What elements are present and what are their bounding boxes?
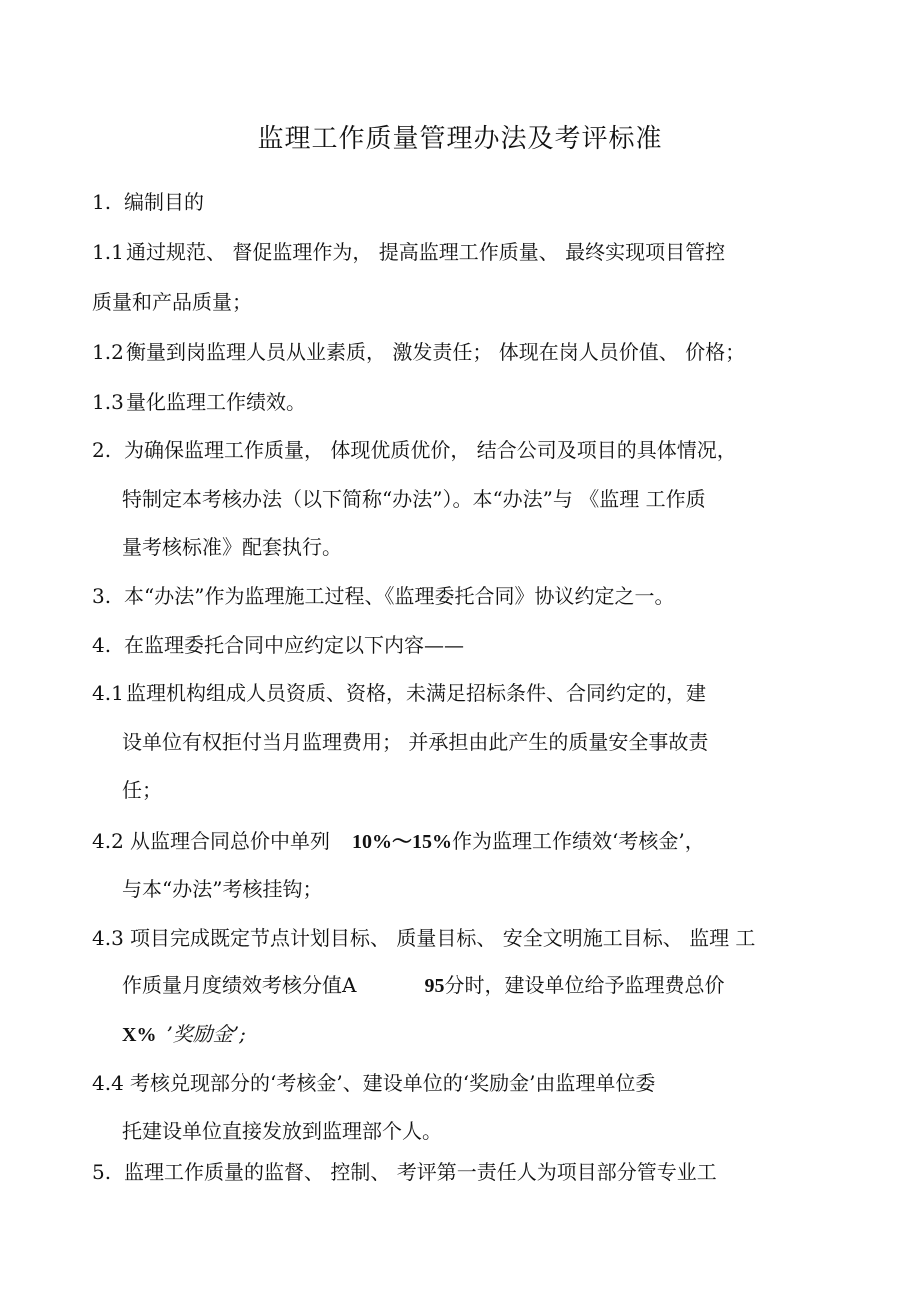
section-number: 4.3: [92, 926, 124, 950]
section-number: 1.1: [92, 240, 124, 264]
section-number: 1.3: [92, 390, 124, 414]
section-text: 监理机构组成人员资质、资格，未满足招标条件、合同约定的，建: [126, 681, 706, 705]
section-4-4-line-1: [92, 1069, 655, 1097]
section-4-1-line-2: 设单位有权拒付当月监理费用； 并承担由此产生的质量安全事故责: [122, 730, 709, 754]
percentage-value: 10%～15%: [352, 831, 452, 853]
section-text: 作质量月度绩效考核分值A: [122, 973, 357, 997]
section-1-3: [92, 388, 306, 416]
section-text: 分时，建设单位给予监理费总价: [444, 973, 725, 997]
section-number: 4.: [92, 633, 112, 657]
section-2-line-3: 量考核标准》配套执行。: [122, 535, 342, 559]
section-2-line-2: 特制定本考核办法（以下简称“办法”）。本“办法”与 《监理 工作质: [122, 487, 706, 511]
section-4-3-line-2: [122, 971, 724, 1000]
section-text: 通过规范、 督促监理作为， 提高监理工作质量、 最终实现项目管控: [126, 240, 726, 264]
section-4: [92, 631, 464, 659]
section-text: 本“办法”作为监理施工过程、《监理委托合同》协议约定之一。: [124, 584, 675, 608]
section-4-2-line-1: [92, 827, 705, 856]
section-text: 项目完成既定节点计划目标、 质量目标、 安全文明施工目标、 监理 工: [130, 926, 756, 950]
section-number: 3.: [92, 584, 112, 608]
section-text: 监理工作质量的监督、 控制、 考评第一责任人为项目部分管专业工: [124, 1160, 717, 1184]
reward-text: ’奖励金’;: [166, 1022, 246, 1046]
section-text: 从监理合同总价中单列: [130, 829, 330, 853]
section-1-2: [92, 338, 745, 366]
section-number: 4.1: [92, 681, 124, 705]
section-number: 2.: [92, 438, 112, 462]
section-3: [92, 582, 674, 610]
section-1-1-line-2: 质量和产品质量；: [92, 290, 252, 314]
section-number: 1.2: [92, 340, 124, 364]
section-number: 1.: [92, 190, 112, 214]
percentage-value: X%: [122, 1024, 157, 1046]
section-text: 衡量到岗监理人员从业素质， 激发责任； 体现在岗人员价值、 价格；: [126, 340, 746, 364]
section-4-3-line-3: [122, 1020, 246, 1049]
section-number: 5.: [92, 1160, 112, 1184]
section-text: 为确保监理工作质量， 体现优质优价， 结合公司及项目的具体情况，: [124, 438, 737, 462]
section-4-1-line-3: 任；: [122, 778, 162, 802]
section-1-1-line-1: [92, 238, 725, 266]
section-5: [92, 1158, 717, 1186]
document-title: 监理工作质量管理办法及考评标准: [257, 124, 663, 154]
section-4-4-line-2: 托建设单位直接发放到监理部个人。: [122, 1119, 442, 1143]
section-1-heading: [92, 188, 204, 216]
section-text: 量化监理工作绩效。: [126, 390, 306, 414]
section-text: 在监理委托合同中应约定以下内容——: [124, 633, 464, 657]
section-number: 4.2: [92, 829, 124, 853]
section-number: 4.4: [92, 1071, 124, 1095]
section-text: 考核兑现部分的‘考核金’、建设单位的‘奖励金’由监理单位委: [130, 1071, 656, 1095]
section-4-2-line-2: 与本“办法”考核挂钩；: [122, 877, 323, 901]
score-value: 95: [424, 975, 445, 997]
section-text: 编制目的: [124, 190, 204, 214]
section-2-line-1: [92, 436, 737, 464]
section-4-3-line-1: [92, 924, 755, 952]
section-text: 作为监理工作绩效‘考核金’，: [452, 829, 705, 853]
section-4-1-line-1: [92, 679, 706, 707]
